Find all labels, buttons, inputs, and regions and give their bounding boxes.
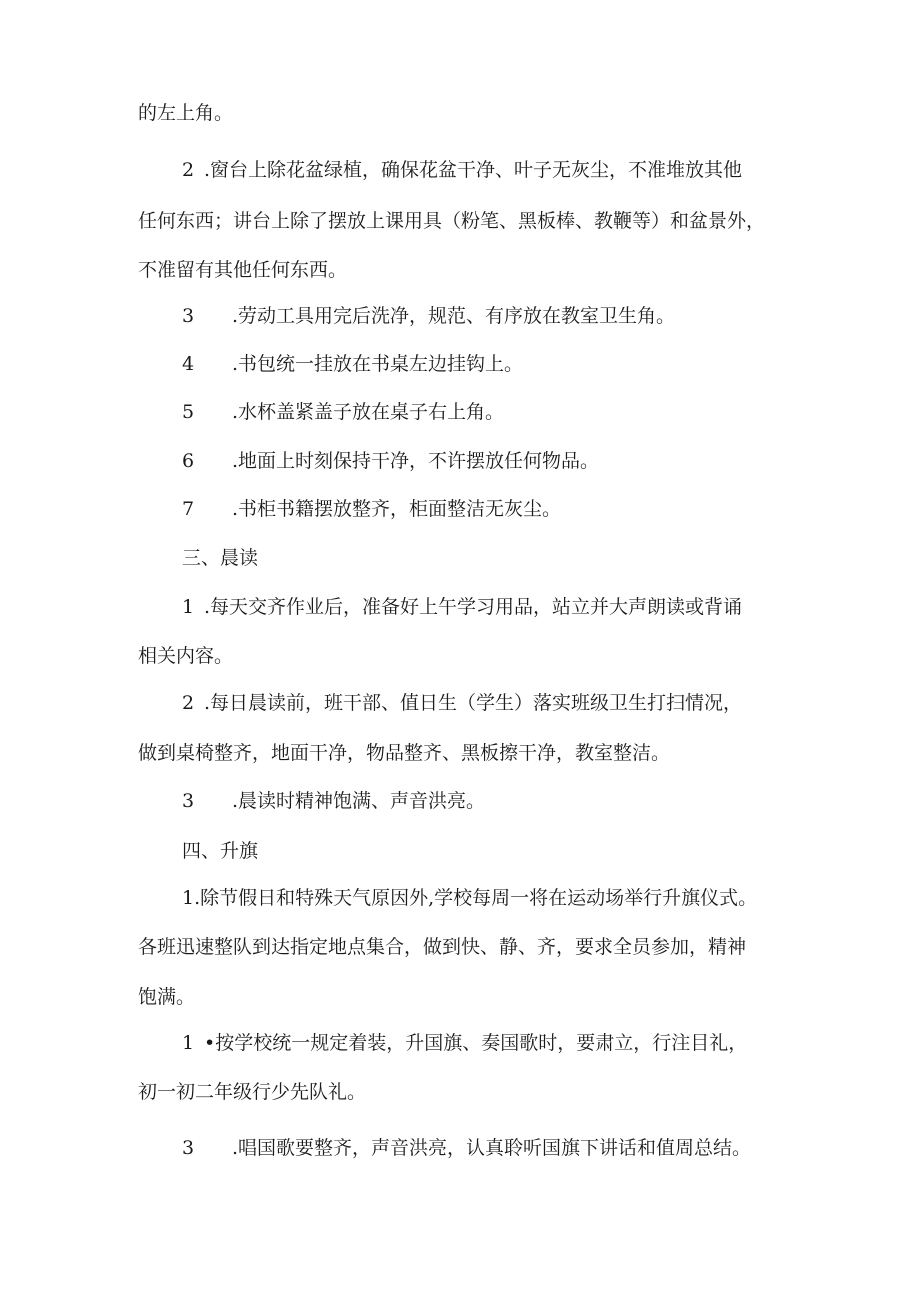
item-number: 6	[182, 450, 195, 472]
item-text: .书包统一挂放在书桌左边挂钩上。	[232, 353, 524, 375]
item-text: •按学校统一规定着装，升国旗、奏国歌时，要肃立，行注目礼，	[204, 1032, 748, 1054]
item-text: .晨读时精神饱满、声音洪亮。	[232, 790, 486, 812]
item-text: .唱国歌要整齐，声音洪亮，认真聆听国旗下讲话和值周总结。	[232, 1137, 752, 1159]
item-number: 7	[182, 498, 195, 520]
item-number: 3	[182, 790, 195, 812]
list-item-3	[182, 792, 485, 811]
item-text: .每日晨读前，班干部、值日生（学生）落实班级卫生打扫情况，	[204, 692, 743, 714]
list-item-2	[182, 161, 742, 180]
item-number: 3	[182, 305, 195, 327]
item-text: .地面上时刻保持干净，不许摆放任何物品。	[232, 450, 600, 472]
item-text: .每天交齐作业后，准备好上午学习用品，站立并大声朗读或背诵	[204, 596, 743, 618]
section-heading: 四、升旗	[182, 840, 259, 862]
list-item-6	[182, 452, 599, 471]
item-number: 2	[182, 159, 195, 181]
item-text: .书柜书籍摆放整齐，柜面整洁无灰尘。	[232, 498, 562, 520]
list-item-4	[182, 355, 523, 374]
section-heading: 三、晨读	[182, 547, 259, 569]
text-line: 的左上角。	[138, 102, 234, 124]
text-line: 任何东西；讲台上除了摆放上课用具（粉笔、黑板棒、教鞭等）和盆景外，	[138, 210, 766, 232]
item-number: 1	[182, 1032, 195, 1054]
item-number: 5	[182, 401, 195, 423]
text-line: 初一初二年级行少先队礼。	[138, 1081, 367, 1103]
text-line: 做到桌椅整齐，地面干净，物品整齐、黑板擦干净，教室整洁。	[138, 742, 671, 764]
item-number: 1	[182, 596, 195, 618]
list-item-1	[182, 598, 742, 617]
list-item-7	[182, 500, 561, 519]
text-line: 各班迅速整队到达指定地点集合，做到快、静、齐，要求全员参加，精神	[138, 936, 747, 958]
item-text: .水杯盖紧盖子放在桌子右上角。	[232, 401, 505, 423]
list-item-5	[182, 403, 504, 422]
text-line: 饱满。	[138, 986, 196, 1008]
list-item-2	[182, 694, 742, 713]
text-line: 不准留有其他任何东西。	[138, 259, 348, 281]
list-item-1	[182, 1034, 747, 1053]
item-number: 3	[182, 1137, 195, 1159]
item-number: 4	[182, 353, 195, 375]
text-line: 1.除节假日和特殊天气原因外,学校每周一将在运动场举行升旗仪式。	[182, 887, 758, 909]
text-line: 相关内容。	[138, 645, 234, 667]
item-number: 2	[182, 692, 195, 714]
item-text: .劳动工具用完后洗净，规范、有序放在教室卫生角。	[232, 305, 676, 327]
item-text: .窗台上除花盆绿植，确保花盆干净、叶子无灰尘，不准堆放其他	[204, 159, 743, 181]
list-item-3	[182, 307, 675, 326]
list-item-3	[182, 1139, 751, 1158]
